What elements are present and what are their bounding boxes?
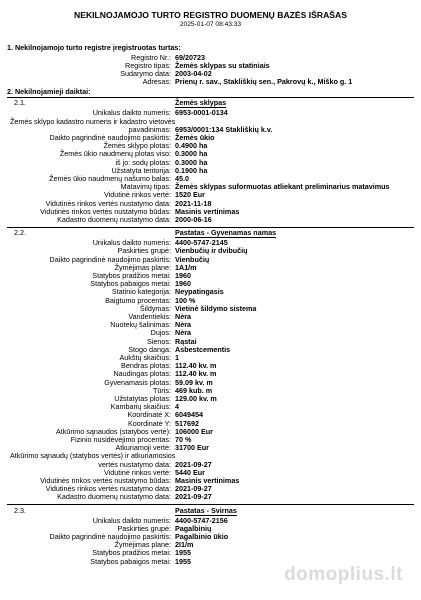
field-label: Daikto pagrindinė naudojimo paskirtis:: [49, 132, 171, 142]
field-label: Matavimų tipas:: [120, 182, 171, 192]
field-row: [0, 77, 421, 86]
field-value: 0.3000 ha: [175, 149, 208, 159]
field-value: 31700 Eur: [175, 443, 209, 453]
field-value: Žemės sklypas suformuotas atliekant preliminarius matavimus: [175, 182, 390, 192]
field-value: Rąstai: [175, 336, 197, 346]
field-label: Žemės sklypo kadastro numeris ir kadastro vietovės: [10, 116, 176, 126]
field-label: Gyvenamasis plotas:: [104, 377, 171, 387]
field-value: 1955: [175, 556, 191, 566]
field-value: 469 kub. m: [175, 385, 213, 395]
field-label: Fizinio nusidėvėjimo procentas:: [70, 434, 171, 444]
field-label: Paskirties grupė:: [117, 246, 171, 256]
field-value: 4: [175, 402, 179, 412]
item-heading-row: [0, 228, 421, 237]
field-value: Nėra: [175, 311, 191, 321]
field-value: 59.09 kv. m: [175, 377, 213, 387]
field-value: 106000 Eur: [175, 426, 213, 436]
field-value: 6049454: [175, 410, 203, 420]
field-value: 112.40 kv. m: [175, 361, 217, 371]
field-label: Sudarymo data:: [120, 68, 171, 78]
field-label: Kambarių skaičius:: [110, 402, 171, 412]
field-value: Prienų r. sav., Stakliškių sen., Pakrovų k., Miško g. 1: [175, 77, 353, 87]
field-label: Naudingas plotas:: [113, 369, 171, 379]
field-label: Bendras plotas:: [121, 361, 171, 371]
field-label: Dujos:: [150, 328, 171, 338]
field-value: 6953/0001:134 Stakliškių k.v.: [175, 124, 273, 134]
item-heading-row: [0, 506, 421, 515]
field-label: Koordinatė Y:: [127, 418, 171, 428]
item-number: 2.2.: [14, 228, 26, 238]
field-value: Vienbučių ir dvibučių: [175, 246, 248, 256]
field-value: 517692: [175, 418, 199, 428]
field-value: Žemės ūkio: [175, 132, 215, 142]
field-label: iš jo: sodų plotas:: [115, 157, 171, 167]
field-label: pavadinimas:: [128, 124, 171, 134]
field-value: 1A1/m: [175, 262, 197, 272]
field-label: Žemės sklypo plotas:: [103, 141, 171, 151]
field-label: Statinio kategorija:: [111, 287, 171, 297]
field-value: Masinis vertinimas: [175, 475, 240, 485]
section-1-title: 1. Nekilnojamojo turto registre įregistruotas turtas:: [7, 43, 181, 52]
field-value: Asbestcementis: [175, 344, 231, 354]
field-value: 69/20723: [175, 52, 205, 62]
field-value: Masinis vertinimas: [175, 206, 240, 216]
field-label: Vidutinės rinkos vertės nustatymo data:: [45, 198, 171, 208]
field-value: Vietinė šildymo sistema: [175, 303, 257, 313]
field-label: Sienos:: [147, 336, 171, 346]
field-label: vertės nustatymo data:: [98, 459, 171, 469]
field-value: 70 %: [175, 434, 192, 444]
field-label: Žymėjimas plane:: [114, 540, 171, 550]
field-value: 45.0: [175, 173, 189, 183]
field-label: Statybos pradžios metai:: [92, 270, 171, 280]
field-value: Neypatingasis: [175, 287, 224, 297]
field-value: 0.3000 ha: [175, 157, 208, 167]
field-label: Daikto pagrindinė naudojimo paskirtis:: [49, 531, 171, 541]
field-label: Žymėjimas plane:: [114, 262, 171, 272]
field-value: 2I1/m: [175, 540, 194, 550]
field-label: Stogo danga:: [128, 344, 171, 354]
field-value: Nėra: [175, 328, 191, 338]
field-value: 2021-09-27: [175, 459, 212, 469]
field-label: Unikalus daikto numeris:: [92, 238, 171, 248]
item-number: 2.1.: [14, 98, 26, 108]
field-value: 4400-5747-2145: [175, 238, 228, 248]
item-heading: Pastatas - Svirnas: [175, 505, 237, 515]
field-label: Atkūrimo sąnaudų (statybos vertės) ir atkuriamosios: [10, 451, 176, 461]
field-label: Statybos pradžios metai:: [92, 548, 171, 558]
watermark: domoplius.lt: [284, 564, 403, 585]
field-label: Užstatyta teritorija:: [111, 165, 171, 175]
field-value: 0.1900 ha: [175, 165, 208, 175]
field-label: Užstatytas plotas:: [114, 393, 171, 403]
document-date: 2025-01-07 08:43:33: [179, 21, 242, 28]
field-label: Kadastro duomenų nustatymo data:: [57, 492, 171, 502]
item-heading-row: [0, 98, 421, 107]
field-label: Daikto pagrindinė naudojimo paskirtis:: [49, 254, 171, 264]
field-value: 2021-09-27: [175, 484, 212, 494]
item-heading: Pastatas - Gyvenamas namas: [175, 228, 277, 238]
field-label: Aukštų skaičius:: [119, 352, 171, 362]
field-label: Šildymas:: [139, 303, 171, 313]
field-value: Nėra: [175, 320, 191, 330]
item-heading: Žemės sklypas: [175, 98, 227, 108]
section-2-title: 2. Nekilnojamieji daiktai:: [7, 86, 91, 96]
field-value: 2021-11-18: [175, 198, 212, 208]
field-label: Unikalus daikto numeris:: [92, 515, 171, 525]
field-value: 2000-06-16: [175, 214, 212, 224]
field-label: Vidutinės rinkos vertės nustatymo būdas:: [40, 206, 171, 216]
field-value: 1955: [175, 548, 191, 558]
field-label: Vidutinė rinkos vertė:: [104, 467, 171, 477]
field-row: [0, 492, 421, 501]
field-label: Statybos pabaigos metai:: [90, 279, 171, 289]
field-label: Vidutinės rinkos vertės nustatymo data:: [45, 484, 171, 494]
field-value: 1960: [175, 279, 191, 289]
field-label: Vandentiekis:: [128, 311, 171, 321]
item-number: 2.3.: [14, 505, 26, 515]
field-label: Vidutinė rinkos vertė:: [104, 190, 171, 200]
field-value: Žemės sklypas su statiniais: [175, 60, 270, 70]
field-label: Unikalus daikto numeris:: [92, 108, 171, 118]
field-row: [0, 215, 421, 224]
field-label: Vidutinės rinkos vertės nustatymo būdas:: [40, 475, 171, 485]
field-value: 5440 Eur: [175, 467, 205, 477]
document-title: NEKILNOJAMOJO TURTO REGISTRO DUOMENŲ BAZĖS IŠRAŠAS: [74, 10, 347, 20]
field-value: 0.4900 ha: [175, 141, 208, 151]
field-label: Paskirties grupė:: [117, 523, 171, 533]
field-label: Nuotekų šalinimas:: [110, 320, 171, 330]
field-value: 2003-04-02: [175, 68, 212, 78]
field-value: 4400-5747-2156: [175, 515, 228, 525]
field-label: Kadastro duomenų nustatymo data:: [57, 214, 171, 224]
field-label: Žemės ūkio naudmenų plotas viso:: [59, 149, 171, 159]
field-value: 1960: [175, 270, 191, 280]
field-value: Pagalbinio ūkio: [175, 531, 229, 541]
field-value: 100 %: [175, 295, 196, 305]
field-value: 1520 Eur: [175, 190, 205, 200]
field-label: Tūris:: [153, 385, 171, 395]
field-label: Koordinatė X:: [127, 410, 171, 420]
field-value: 129.00 kv. m: [175, 393, 217, 403]
field-label: Registro tipas:: [125, 60, 171, 70]
field-value: 6953-0001-0134: [175, 108, 228, 118]
field-label: Atkuriamoji vertė:: [115, 443, 171, 453]
field-label: Statybos pabaigos metai:: [90, 556, 171, 566]
field-label: Žemės ūkio naudmenų našumo balas:: [49, 173, 171, 183]
field-value: Vienbučių: [175, 254, 210, 264]
field-value: Pagalbinių: [175, 523, 212, 533]
field-label: Baigtumo procentas:: [105, 295, 171, 305]
field-label: Adresas:: [142, 77, 171, 87]
field-value: 2021-09-27: [175, 492, 212, 502]
field-label: Atkūrimo sąnaudos (statybos vertė):: [55, 426, 171, 436]
field-value: 1: [175, 352, 179, 362]
field-label: Registro Nr.:: [131, 52, 171, 62]
field-value: 112.40 kv. m: [175, 369, 217, 379]
